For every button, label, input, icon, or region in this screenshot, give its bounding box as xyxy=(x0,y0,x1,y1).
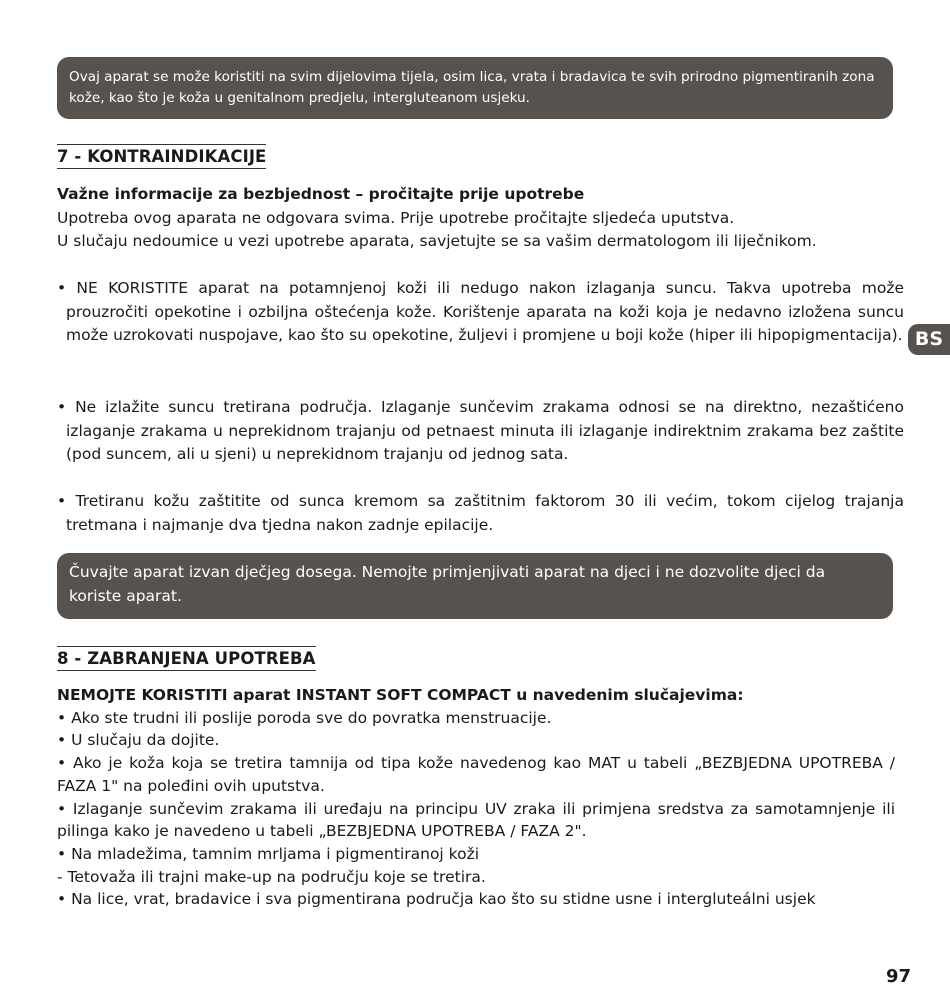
prohibited-item: • Ako ste trudni ili poslije poroda sve do povratka menstruacije. xyxy=(57,708,552,727)
info-note-text: Ovaj aparat se može koristiti na svim dijelovima tijela, osim lica, vrata i bradavica te svih prirodno pigmentiranih zona kože, kao što je koža u genitalnom predjelu, intergluteanom usjeku. xyxy=(69,69,875,106)
section-8-body xyxy=(57,684,895,911)
contraindication-bullet-3: • Tretiranu kožu zaštitite od sunca kremom sa zaštitnim faktorom 30 ili većim, tokom cijelog trajanja tretmana i najmanje dva tjedna nakon zadnje epilacije. xyxy=(57,492,904,534)
prohibited-item: • Na lice, vrat, bradavice i sva pigmentirana područja kao što su stidne usne i intergluteálni usjek xyxy=(57,890,816,909)
prohibited-item: • Na mladežima, tamnim mrljama i pigmentiranoj koži xyxy=(57,844,480,863)
contraindication-bullet-2: • Ne izlažite suncu tretirana područja. Izlaganje sunčevim zrakama odnosi se na direktno, nezaštićeno izlaganje zrakama u neprekidnom trajanju od petnaest minuta ili izlaganje indirektnim zrakama bez zaštite (pod suncem, ali u sjeni) u neprekidnom trajanju od jednog sata. xyxy=(57,398,904,463)
prohibited-subheading: NEMOJTE KORISTITI aparat INSTANT SOFT COMPACT u navedenim slučajevima: xyxy=(57,686,744,704)
contraindication-bullet-1: • NE KORISTITE aparat na potamnjenoj koži ili nedugo nakon izlaganja suncu. Takva upotreba može prouzročiti opekotine i ozbiljna oštećenja kože. Korištenje aparata na koži koja je nedavno izložena suncu može uzrokovati nuspojave, kao što su opekotine, žuljevi i promjene u boji kože (hiper ili hipopigmentacija). xyxy=(57,279,904,344)
safety-subheading: Važne informacije za bezbjednost – pročitajte prije upotrebe xyxy=(57,185,585,203)
intro-line-1: Upotreba ovog aparata ne odgovara svima. Prije upotrebe pročitajte sljedeća uputstva. xyxy=(57,208,735,227)
prohibited-item: • U slučaju da dojite. xyxy=(57,731,220,750)
info-note-body-areas xyxy=(57,57,893,119)
info-note-children xyxy=(57,553,893,619)
intro-line-2: U slučaju nedoumice u vezi upotrebe aparata, savjetujte se sa vašim dermatologom ili liječnikom. xyxy=(57,232,817,250)
language-tab: BS xyxy=(908,324,950,355)
section-7-heading: 7 - KONTRAINDIKACIJE xyxy=(57,144,266,169)
prohibited-item: • Izlaganje sunčevim zrakama ili uređaju na principu UV zraka ili primjena sredstva za samotamnjenje ili pilinga kako je navedeno u tabeli „BEZBJEDNA UPOTREBA / FAZA 2". xyxy=(57,799,895,841)
prohibited-item: • Ako je koža koja se tretira tamnija od tipa kože navedenog kao MAT u tabeli „BEZBJEDNA UPOTREBA / FAZA 1" na poleđini ovih uputstva. xyxy=(57,754,895,795)
prohibited-item: - Tetovaža ili trajni make-up na području koje se tretira. xyxy=(57,867,486,886)
section-7-body xyxy=(57,183,895,254)
page-number: 97 xyxy=(886,966,912,987)
children-note-text: Čuvajte aparat izvan dječjeg dosega. Nemojte primjenjivati aparat na djeci i ne dozvolite djeci da koriste aparat. xyxy=(69,563,826,605)
section-8-heading: 8 - ZABRANJENA UPOTREBA xyxy=(57,646,316,671)
